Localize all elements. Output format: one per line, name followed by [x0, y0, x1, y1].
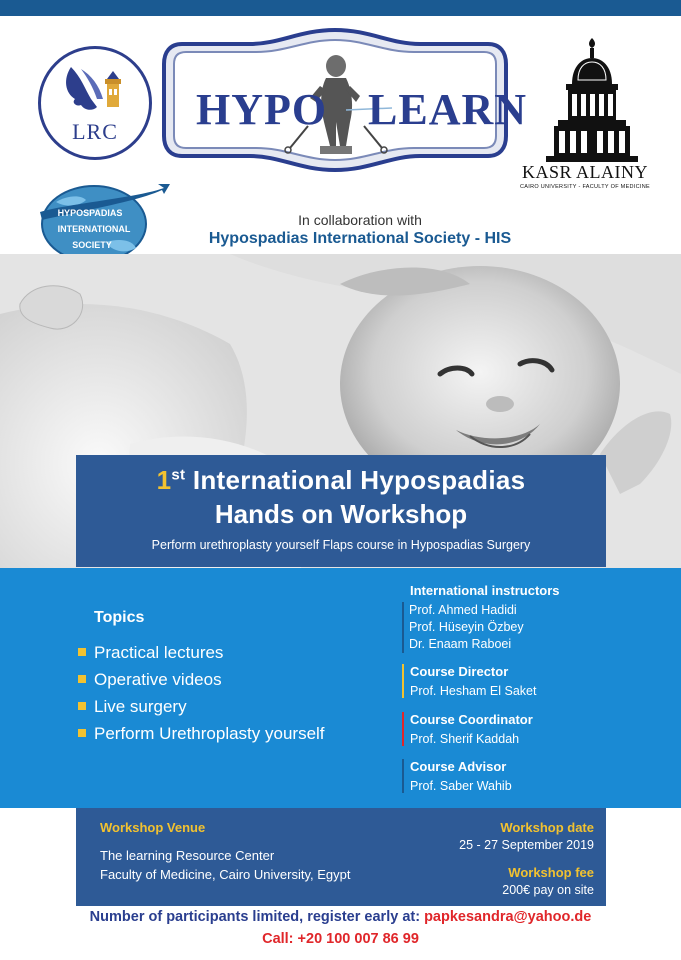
instructors-heading: International instructors — [410, 583, 560, 598]
topic-item: Perform Urethroplasty yourself — [78, 724, 325, 744]
hypo-learn-banner — [160, 26, 528, 174]
title-subtitle: Perform urethroplasty yourself Flaps course in Hypospadias Surgery — [151, 538, 531, 552]
hypo-title-left: HYPO — [196, 85, 328, 134]
kasr-alainy-subtitle: CAIRO UNIVERSITY - FACULTY OF MEDICINE — [520, 184, 650, 190]
date-heading: Workshop date — [500, 820, 594, 835]
his-society-name: Hypospadias International Society - HIS — [208, 230, 512, 247]
lrc-logo — [38, 46, 152, 160]
topics-heading: Topics — [94, 609, 145, 626]
title-line2: Hands on Workshop — [214, 499, 468, 529]
lrc-logo-text: LRC — [72, 119, 118, 144]
hypo-title-right: LEARN — [368, 85, 528, 134]
venue-heading: Workshop Venue — [100, 820, 206, 835]
call-phone-link[interactable]: Call: +20 100 007 86 99 — [262, 931, 419, 947]
bullet-icon — [78, 675, 86, 683]
topic-item: Live surgery — [78, 697, 187, 717]
bullet-icon — [78, 648, 86, 656]
kasr-alainy-name: KASR ALAINY — [521, 162, 648, 182]
director-name: Prof. Hesham El Saket — [410, 684, 537, 698]
collaboration-line: In collaboration with — [298, 212, 422, 228]
instructors-bar — [402, 602, 404, 653]
his-logo-line3: SOCIETY — [72, 240, 112, 250]
his-logo-line2: INTERNATIONAL — [57, 224, 131, 234]
date-value: 25 - 27 September 2019 — [459, 838, 594, 852]
fee-value: 200€ pay on site — [502, 883, 594, 897]
title-ordinal: 1 — [156, 465, 172, 495]
instructor-name: Prof. Hüseyin Özbey — [409, 620, 524, 634]
title-ordinal-suffix: st — [171, 466, 186, 484]
director-heading: Course Director — [410, 664, 509, 679]
venue-box — [76, 808, 606, 906]
venue-line1: The learning Resource Center — [100, 848, 275, 863]
title-line1-text: International Hypospadias — [192, 465, 526, 495]
instructor-name: Prof. Ahmed Hadidi — [409, 603, 517, 617]
bullet-icon — [78, 729, 86, 737]
topic-item: Practical lectures — [78, 643, 223, 663]
register-email-link[interactable]: papkesandra@yahoo.de — [424, 909, 592, 925]
title-line1 — [76, 465, 606, 496]
venue-line2: Faculty of Medicine, Cairo University, Egypt — [100, 867, 351, 882]
director-bar — [402, 664, 404, 698]
coordinator-bar — [402, 712, 404, 746]
register-text: Number of participants limited, register early at: — [89, 909, 421, 925]
advisor-heading: Course Advisor — [410, 759, 507, 774]
his-logo-line1: HYPOSPADIAS — [57, 208, 123, 218]
advisor-bar — [402, 759, 404, 793]
instructors-list — [402, 602, 524, 653]
coordinator-heading: Course Coordinator — [410, 712, 533, 727]
topic-item: Operative videos — [78, 670, 222, 690]
title-box — [76, 455, 606, 567]
top-bar — [0, 0, 681, 16]
fee-heading: Workshop fee — [508, 865, 594, 880]
coordinator-name: Prof. Sherif Kaddah — [410, 732, 520, 746]
instructor-name: Dr. Enaam Raboei — [409, 637, 512, 651]
register-line — [0, 909, 681, 925]
advisor-name: Prof. Saber Wahib — [410, 779, 512, 793]
bullet-icon — [78, 702, 86, 710]
